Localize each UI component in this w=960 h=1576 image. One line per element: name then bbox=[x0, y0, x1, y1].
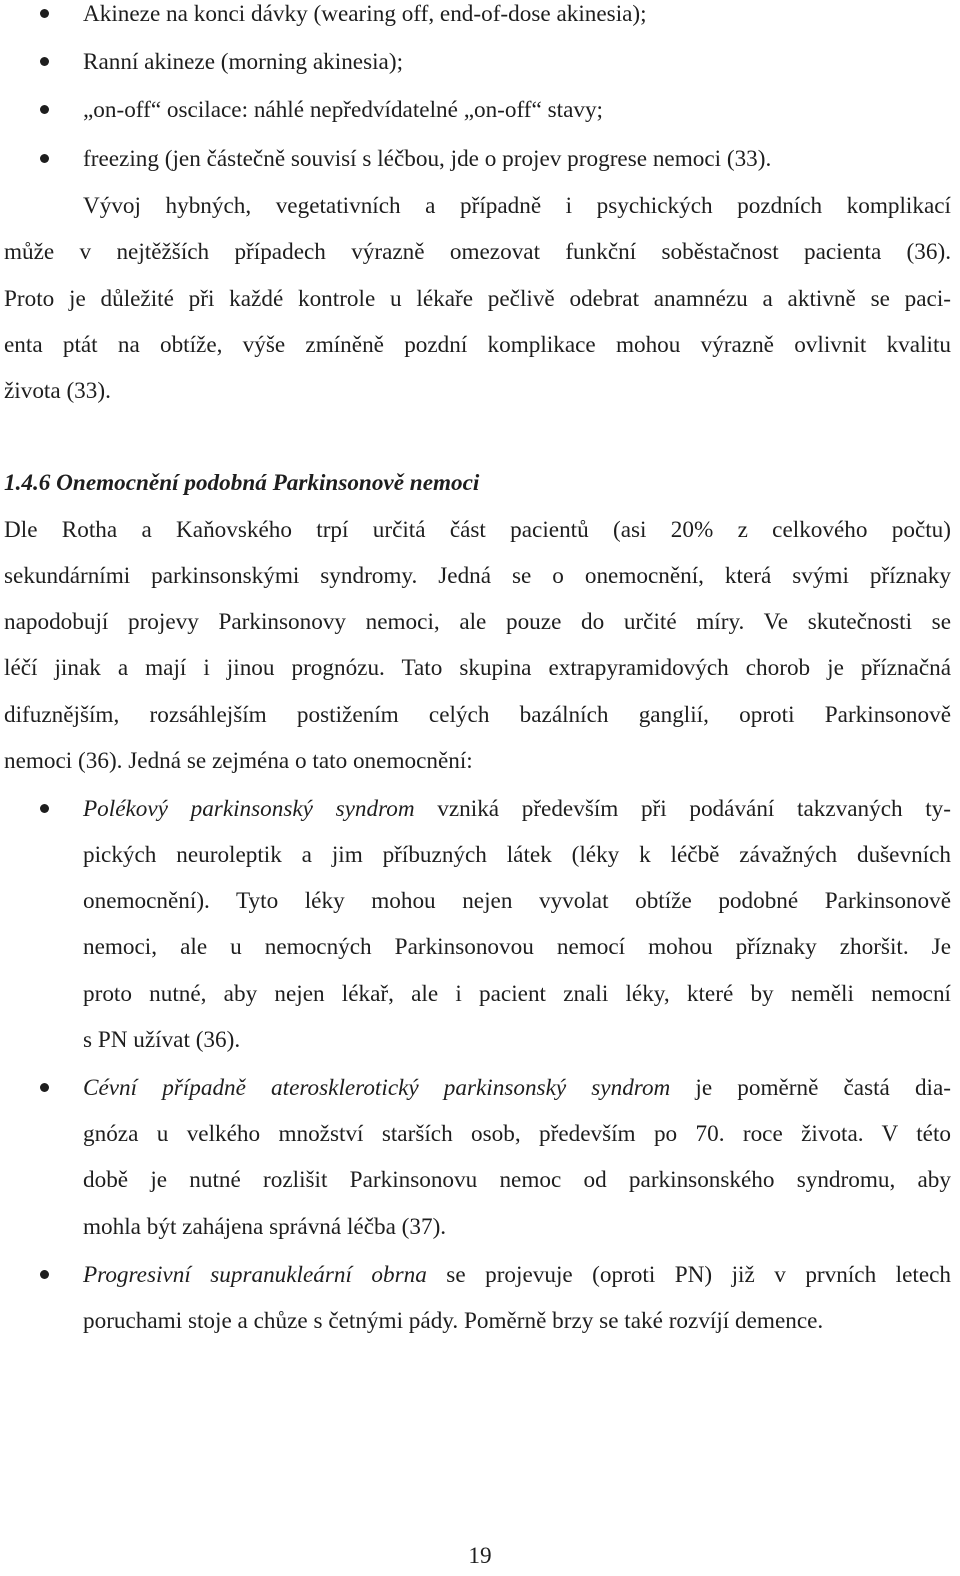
list-item-first-line bbox=[83, 1073, 951, 1103]
list-item: Akineze na konci dávky (wearing off, end-of-dose akinesia); bbox=[83, 1, 647, 27]
list-item-first-line bbox=[83, 1260, 951, 1290]
paragraph-line: Vývoj hybných, vegetativních a případně i psychických pozdních komplikací bbox=[83, 193, 951, 219]
paragraph-line: difuznějším, rozsáhlejším postižením celých bazálních ganglií, oproti Parkinsonově bbox=[4, 702, 951, 728]
section-heading: 1.4.6 Onemocnění podobná Parkinsonově nemoci bbox=[4, 470, 480, 496]
paragraph-line: napodobují projevy Parkinsonovy nemoci, ale pouze do určité míry. Ve skutečnosti se bbox=[4, 609, 951, 635]
paragraph-line: nemoci (36). Jedná se zejména o tato onemocnění: bbox=[4, 748, 473, 774]
term: Polékový parkinsonský syndrom bbox=[83, 796, 415, 822]
paragraph-line: může v nejtěžších případech výrazně omezovat funkční soběstačnost pacienta (36). bbox=[4, 239, 951, 265]
bullet-dot bbox=[40, 9, 49, 18]
bullet-dot bbox=[40, 804, 49, 813]
list-item-line: proto nutné, aby nejen lékař, ale i pacient znali léky, které by neměli nemocní bbox=[83, 981, 951, 1007]
text: vzniká především při podávání takzvaných ty- bbox=[414, 796, 951, 822]
paragraph-line: sekundárními parkinsonskými syndromy. Jedná se o onemocnění, která svými příznaky bbox=[4, 563, 951, 589]
list-item-line: pických neuroleptik a jim příbuzných látek (léky k léčbě závažných duševních bbox=[83, 842, 951, 868]
list-item: freezing (jen částečně souvisí s léčbou, jde o projev progrese nemoci (33). bbox=[83, 146, 772, 172]
term: Cévní případně aterosklerotický parkinsonský syndrom bbox=[83, 1075, 671, 1101]
page-number: 19 bbox=[468, 1543, 492, 1569]
list-item-line: době je nutné rozlišit Parkinsonovu nemoc od parkinsonského syndromu, aby bbox=[83, 1167, 951, 1193]
list-item-first-line bbox=[83, 794, 951, 824]
term: Progresivní supranukleární obrna bbox=[83, 1262, 427, 1288]
paragraph-line: Proto je důležité při každé kontrole u lékaře pečlivě odebrat anamnézu a aktivně se paci- bbox=[4, 286, 951, 312]
list-item-line: s PN užívat (36). bbox=[83, 1027, 241, 1053]
list-item: Ranní akineze (morning akinesia); bbox=[83, 49, 404, 75]
bullet-dot bbox=[40, 105, 49, 114]
list-item-line: nemoci, ale u nemocných Parkinsonovou nemocí mohou příznaky zhoršit. Je bbox=[83, 934, 951, 960]
paragraph-line: enta ptát na obtíže, výše zmíněně pozdní komplikace mohou výrazně ovlivnit kvalitu bbox=[4, 332, 951, 358]
paragraph-line: života (33). bbox=[4, 378, 111, 404]
bullet-dot bbox=[40, 1083, 49, 1092]
bullet-dot bbox=[40, 1270, 49, 1279]
text: je poměrně častá dia- bbox=[670, 1075, 952, 1101]
bullet-dot bbox=[40, 154, 49, 163]
list-item-line: onemocnění). Tyto léky mohou nejen vyvolat obtíže podobné Parkinsonově bbox=[83, 888, 951, 914]
text: se projevuje (oproti PN) již v prvních letech bbox=[426, 1262, 951, 1288]
bullet-dot bbox=[40, 57, 49, 66]
list-item-line: mohla být zahájena správná léčba (37). bbox=[83, 1214, 447, 1240]
paragraph-line: Dle Rotha a Kaňovského trpí určitá část pacientů (asi 20% z celkového počtu) bbox=[4, 517, 951, 543]
list-item-line: poruchami stoje a chůze s četnými pády. Poměrně brzy se také rozvíjí demence. bbox=[83, 1308, 824, 1334]
list-item-line: gnóza u velkého množství starších osob, především po 70. roce života. V této bbox=[83, 1121, 951, 1147]
list-item: „on-off“ oscilace: náhlé nepředvídatelné „on-off“ stavy; bbox=[83, 97, 603, 123]
paragraph-line: léčí jinak a mají i jinou prognózu. Tato skupina extrapyramidových chorob je příznačná bbox=[4, 655, 951, 681]
